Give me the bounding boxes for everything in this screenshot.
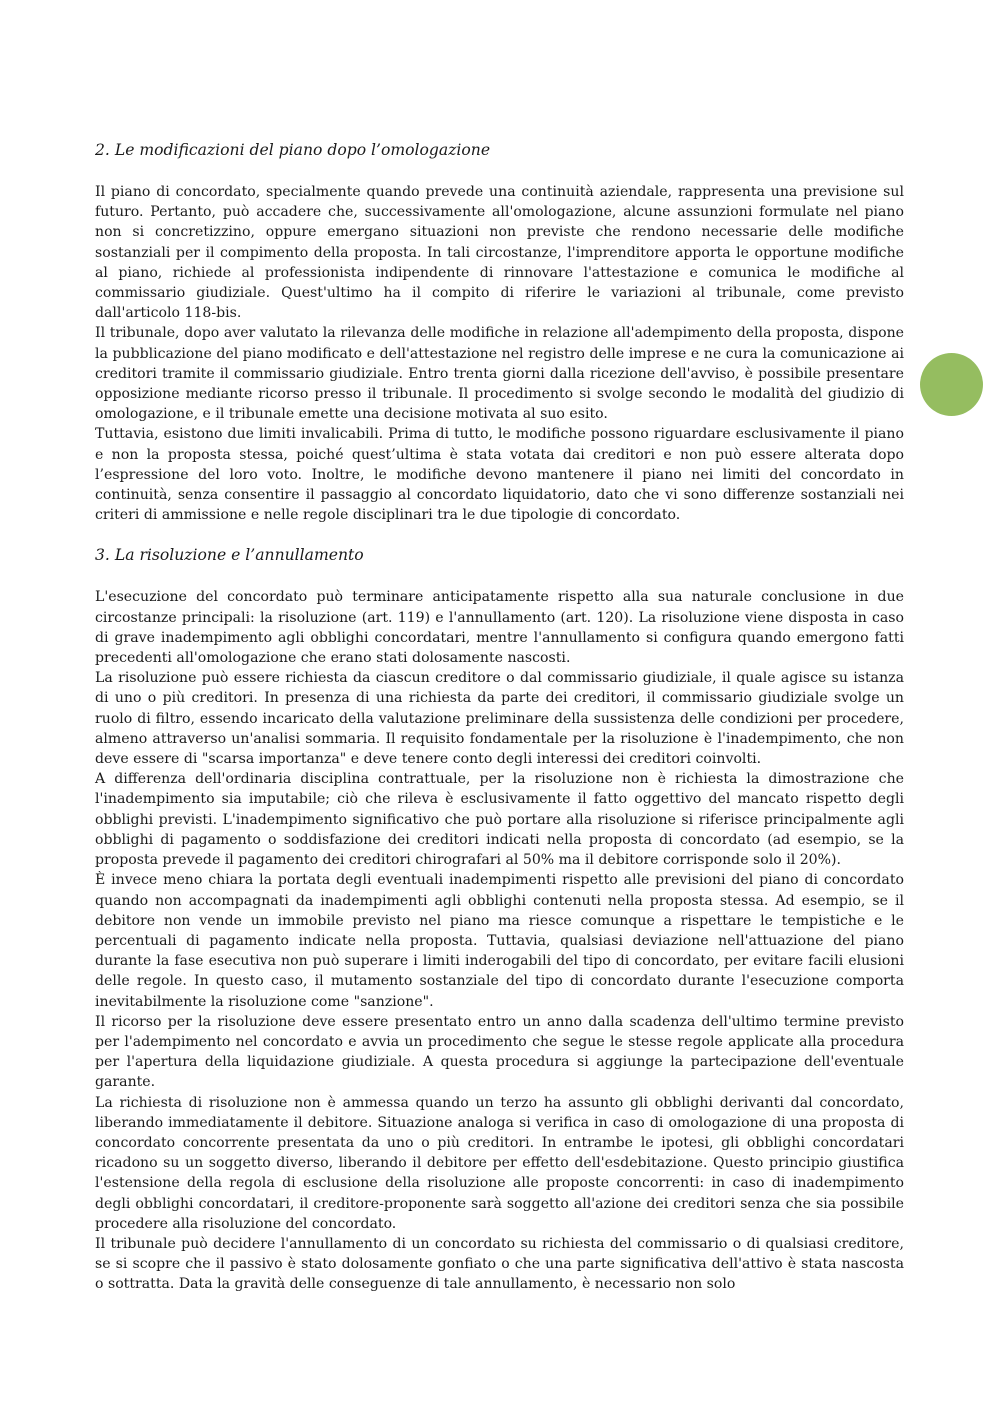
paragraph: La richiesta di risoluzione non è ammessa quando un terzo ha assunto gli obblighi derivanti dal concordato, liberando immediatamente il debitore. Situazione analoga si verifica in caso di omologazione di una proposta di concordato concorrente presentata da uno o più creditori. In entrambe le ipotesi, gli obblighi concordatari ricadono su un soggetto diverso, liberando il debitore per effetto dell'esdebitazione. Questo principio giustifica l'estensione della regola di esclusione della risoluzione alle proposte concorrenti: in caso di inadempimento degli obblighi concordatari, il creditore-proponente sarà soggetto all'azione dei creditori senza che sia possibile procedere alla risoluzione del concordato. [95, 1094, 904, 1232]
section-spacer [95, 525, 904, 545]
section-heading-modificazioni: 2. Le modificazioni del piano dopo l’omologazione [95, 141, 491, 159]
paragraph: A differenza dell'ordinaria disciplina contrattuale, per la risoluzione non è richiesta la dimostrazione che l'inadempimento sia imputabile; ciò che rileva è esclusivamente il fatto oggettivo del mancato rispetto degli obblighi previsti. L'inadempimento significativo che può portare alla risoluzione si riferisce principalmente agli obblighi di pagamento o soddisfazione dei creditori indicati nella proposta di concordato (ad esempio, se la proposta prevede il pagamento dei creditori chirografari al 50% ma il debitore corrisponde solo il 20%). [95, 771, 904, 869]
document-page [95, 140, 904, 1295]
paragraph: Il piano di concordato, specialmente quando prevede una continuità aziendale, rappresenta una previsione sul futuro. Pertanto, può accadere che, successivamente all'omologazione, alcune assunzioni formulate nel piano non si concretizzino, oppure emergano situazioni non previste che rendono necessarie delle modifiche sostanziali per il compimento della proposta. In tali circostanze, l'imprenditore apporta le opportune modifiche al piano, richiede al professionista indipendente di rinnovare l'attestazione e comunica le modifiche al commissario giudiziale. Quest'ultimo ha il compito di riferire le variazioni al tribunale, come previsto dall'articolo 118-bis. [95, 184, 904, 322]
paragraph: Il tribunale, dopo aver valutato la rilevanza delle modifiche in relazione all'adempimento della proposta, dispone la pubblicazione del piano modificato e dell'attestazione nel registro delle imprese e ne cura la comunicazione ai creditori tramite il commissario giudiziale. Entro trenta giorni dalla ricezione dell'avviso, è possibile presentare opposizione mediante ricorso presso il tribunale. Il procedimento si svolge secondo le modalità del giudizio di omologazione, e il tribunale emette una decisione motivata al suo esito. [95, 325, 904, 423]
decorative-green-circle [920, 353, 983, 416]
paragraph: Il tribunale può decidere l'annullamento di un concordato su richiesta del commissario o di qualsiasi creditore, se si scopre che il passivo è stato dolosamente gonfiato o che una parte significativa dell'attivo è stata nascosta o sottratta. Data la gravità delle conseguenze di tale annullamento, è necessario non solo [95, 1235, 904, 1293]
section-heading-risoluzione: 3. La risoluzione e l’annullamento [95, 546, 364, 565]
paragraph: La risoluzione può essere richiesta da ciascun creditore o dal commissario giudiziale, il quale agisce su istanza di uno o più creditori. In presenza di una richiesta da parte dei creditori, il commissario giudiziale svolge un ruolo di filtro, essendo incaricato della valutazione preliminare della sussistenza delle condizioni per procedere, almeno attraverso un'analisi sommaria. Il requisito fondamentale per la risoluzione è l'inadempimento, che non deve essere di "scarsa importanza" e deve tenere conto degli interessi dei creditori coinvolti. [95, 670, 904, 768]
paragraph: Il ricorso per la risoluzione deve essere presentato entro un anno dalla scadenza dell'ultimo termine previsto per l'adempimento nel concordato e avvia un procedimento che segue le stesse regole applicate alla procedura per l'apertura della liquidazione giudiziale. A questa procedura si aggiunge la partecipazione dell'eventuale garante. [95, 1013, 904, 1091]
paragraph: L'esecuzione del concordato può terminare anticipatamente rispetto alla sua naturale conclusione in due circostanze principali: la risoluzione (art. 119) e l'annullamento (art. 120). La risoluzione viene disposta in caso di grave inadempimento agli obblighi concordatari, mentre l'annullamento si configura quando emergono fatti precedenti all'omologazione che erano stati dolosamente nascosti. [95, 589, 904, 667]
paragraph: Tuttavia, esistono due limiti invalicabili. Prima di tutto, le modifiche possono riguardare esclusivamente il piano e non la proposta stessa, poiché quest’ultima è stata votata dai creditori e non può essere alterata dopo l’espressione del loro voto. Inoltre, le modifiche devono mantenere il piano nei limiti del concordato in continuità, senza consentire il passaggio al concordato liquidatorio, dato che vi sono differenze sostanziali nei criteri di ammissione e nelle regole disciplinari tra le due tipologie di concordato. [95, 426, 904, 524]
paragraph: È invece meno chiara la portata degli eventuali inadempimenti rispetto alle previsioni del piano di concordato quando non accompagnati da inadempimenti agli obblighi contenuti nella proposta stessa. Ad esempio, se il debitore non vende un immobile previsto nel piano ma riesce comunque a rispettare le tempistiche e le percentuali di pagamento indicate nella proposta. Tuttavia, qualsiasi deviazione nell'attuazione del piano durante la fase esecutiva non può superare i limiti inderogabili del tipo di concordato, per evitare facili elusioni delle regole. In questo caso, il mutamento sostanziale del tipo di concordato durante l'esecuzione comporta inevitabilmente la risoluzione come "sanzione". [95, 872, 904, 1010]
